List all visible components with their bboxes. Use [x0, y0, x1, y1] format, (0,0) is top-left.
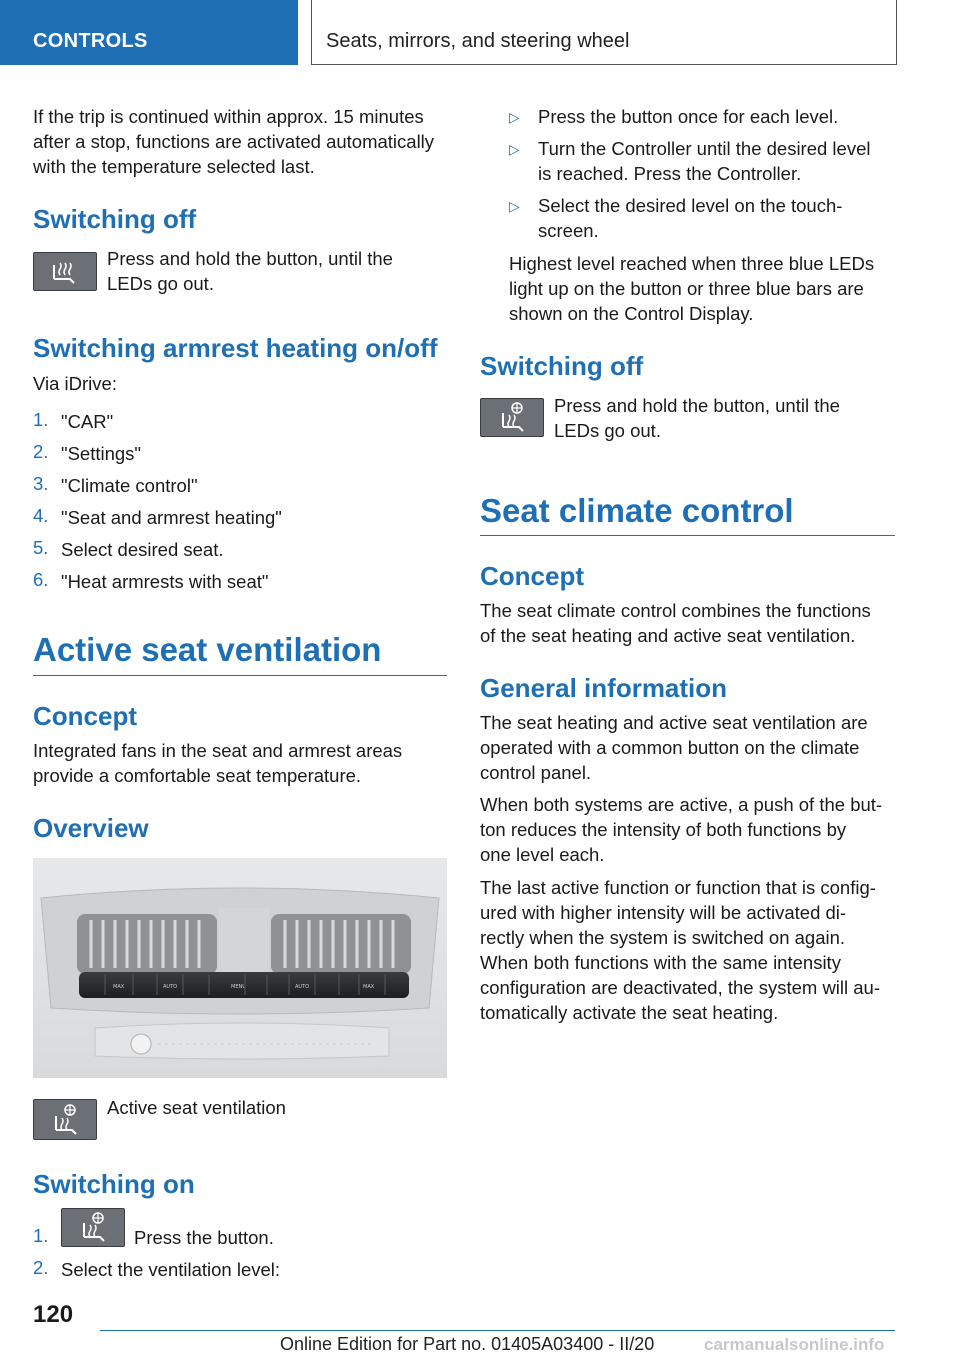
- watermark: carmanualsonline.info: [704, 1335, 885, 1354]
- step-number: 5.: [33, 537, 49, 558]
- header-section-tab: [0, 0, 298, 65]
- list-item: [33, 473, 453, 505]
- step-text: Press the button.: [134, 1227, 274, 1248]
- text-line: screen.: [538, 220, 599, 241]
- step-number: 1.: [33, 409, 49, 430]
- text-line: Highest level reached when three blue LEDs: [509, 253, 875, 274]
- highest-level-text: [509, 251, 899, 326]
- seat-ventilation-icon: [480, 398, 544, 437]
- step-number: 2.: [33, 1257, 49, 1278]
- text-line: shown on the Control Display.: [509, 303, 754, 324]
- text-line: with the temperature selected last.: [33, 156, 315, 177]
- text-line: ton reduces the intensity of both functions by: [480, 819, 847, 840]
- step-number: 6.: [33, 569, 49, 590]
- list-item: [33, 569, 453, 601]
- triangle-right-icon: ▷: [509, 198, 520, 214]
- text-line: configuration are deactivated, the system will au-: [480, 977, 881, 998]
- concept-heading-right: Concept: [480, 561, 584, 591]
- step-text: Select the ventilation level:: [61, 1259, 281, 1280]
- seat-climate-heading: Seat climate control: [480, 492, 794, 529]
- bullet-text: Press the button once for each level.: [538, 106, 839, 127]
- panel-label-max-right: MAX: [363, 984, 375, 990]
- text-line: ured with higher intensity will be activated di-: [480, 902, 847, 923]
- list-item: [33, 505, 453, 537]
- concept-text: [33, 738, 453, 788]
- step-number: 2.: [33, 441, 49, 462]
- step-text: Select desired seat.: [61, 539, 224, 560]
- section-rule: [480, 535, 895, 536]
- step-text: "Seat and armrest heating": [61, 507, 282, 528]
- general-info-p1: [480, 710, 900, 785]
- text-line: tomatically activate the seat heating.: [480, 1002, 779, 1023]
- text-line: one level each.: [480, 844, 605, 865]
- text-line: provide a comfortable seat temperature.: [33, 765, 362, 786]
- text-line: Press and hold the button, until the: [554, 395, 840, 416]
- list-item: [509, 104, 895, 136]
- switching-off-heading: Switching off: [33, 204, 197, 234]
- list-item: [33, 537, 453, 569]
- general-info-p2: [480, 792, 900, 867]
- panel-label-max-left: MAX: [113, 984, 125, 990]
- text-line: LEDs go out.: [554, 420, 661, 441]
- page-number: 120: [33, 1301, 74, 1328]
- text-line: Press and hold the button, until the: [107, 248, 393, 269]
- panel-label-auto-right: AUTO: [295, 984, 310, 990]
- text-line: light up on the button or three blue bars are: [509, 278, 864, 299]
- header-section-label: CONTROLS: [33, 30, 148, 52]
- footer-rule: [100, 1330, 895, 1331]
- armrest-heading: Switching armrest heating on/off: [33, 333, 438, 363]
- edition-text: Online Edition for Part no. 01405A03400 - II/20: [280, 1334, 655, 1354]
- switching-on-heading: Switching on: [33, 1169, 195, 1199]
- step-number: 4.: [33, 505, 49, 526]
- step-text: "CAR": [61, 411, 114, 432]
- intro-paragraph: [33, 104, 453, 179]
- text-line: after a stop, functions are activated automatically: [33, 131, 435, 152]
- seat-heating-icon: [33, 252, 97, 291]
- bullet-text: [538, 136, 871, 186]
- section-rule: [33, 675, 447, 676]
- switching-on-list: [33, 1208, 453, 1288]
- text-line: operated with a common button on the climate: [480, 737, 860, 758]
- list-item: [509, 136, 895, 193]
- panel-label-menu: MENU: [231, 984, 246, 990]
- general-info-heading: General information: [480, 673, 728, 703]
- text-line: When both functions with the same intensity: [480, 952, 841, 973]
- text-line: control panel.: [480, 762, 592, 783]
- text-line: The last active function or function that is config-: [480, 877, 876, 898]
- seat-ventilation-icon: [61, 1208, 125, 1247]
- text-line: Turn the Controller until the desired level: [538, 138, 871, 159]
- idrive-steps-list: [33, 409, 453, 601]
- text-line: Integrated fans in the seat and armrest areas: [33, 740, 403, 761]
- level-options-list: [509, 104, 895, 250]
- header-title: Seats, mirrors, and steering wheel: [326, 30, 630, 52]
- concept-heading: Concept: [33, 701, 137, 731]
- text-line: The seat climate control combines the functions: [480, 600, 871, 621]
- text-line: The seat heating and active seat ventilation are: [480, 712, 868, 733]
- list-item: [33, 441, 453, 473]
- text-line: Select the desired level on the touch-: [538, 195, 843, 216]
- list-item: [33, 409, 453, 441]
- switching-off-text: [107, 246, 447, 296]
- climate-panel-photo: [33, 858, 447, 1078]
- switching-off-heading-right: Switching off: [480, 351, 644, 381]
- header-title-box: [311, 0, 897, 65]
- text-line: If the trip is continued within approx. 15 minutes: [33, 106, 424, 127]
- text-line: LEDs go out.: [107, 273, 214, 294]
- ventilation-heading: Active seat ventilation: [33, 631, 382, 668]
- triangle-right-icon: ▷: [509, 141, 520, 157]
- text-line: When both systems are active, a push of the but-: [480, 794, 883, 815]
- text-line: is reached. Press the Controller.: [538, 163, 802, 184]
- switching-off-text-right: [554, 393, 894, 443]
- ventilation-button-caption: Active seat ventilation: [107, 1097, 286, 1118]
- overview-heading: Overview: [33, 813, 149, 843]
- text-line: rectly when the system is switched on again.: [480, 927, 846, 948]
- seat-ventilation-icon: [33, 1099, 97, 1140]
- concept-text-right: [480, 598, 900, 648]
- step-number: 3.: [33, 473, 49, 494]
- via-idrive-text: Via iDrive:: [33, 373, 117, 394]
- list-item: [509, 193, 895, 250]
- triangle-right-icon: ▷: [509, 109, 520, 125]
- panel-label-auto-left: AUTO: [163, 984, 178, 990]
- general-info-p3: [480, 875, 900, 1025]
- text-line: of the seat heating and active seat ventilation.: [480, 625, 856, 646]
- step-number: 1.: [33, 1225, 49, 1246]
- bullet-text: [538, 193, 842, 243]
- step-text: "Heat armrests with seat": [61, 571, 269, 592]
- step-text: "Climate control": [61, 475, 198, 496]
- step-text: "Settings": [61, 443, 141, 464]
